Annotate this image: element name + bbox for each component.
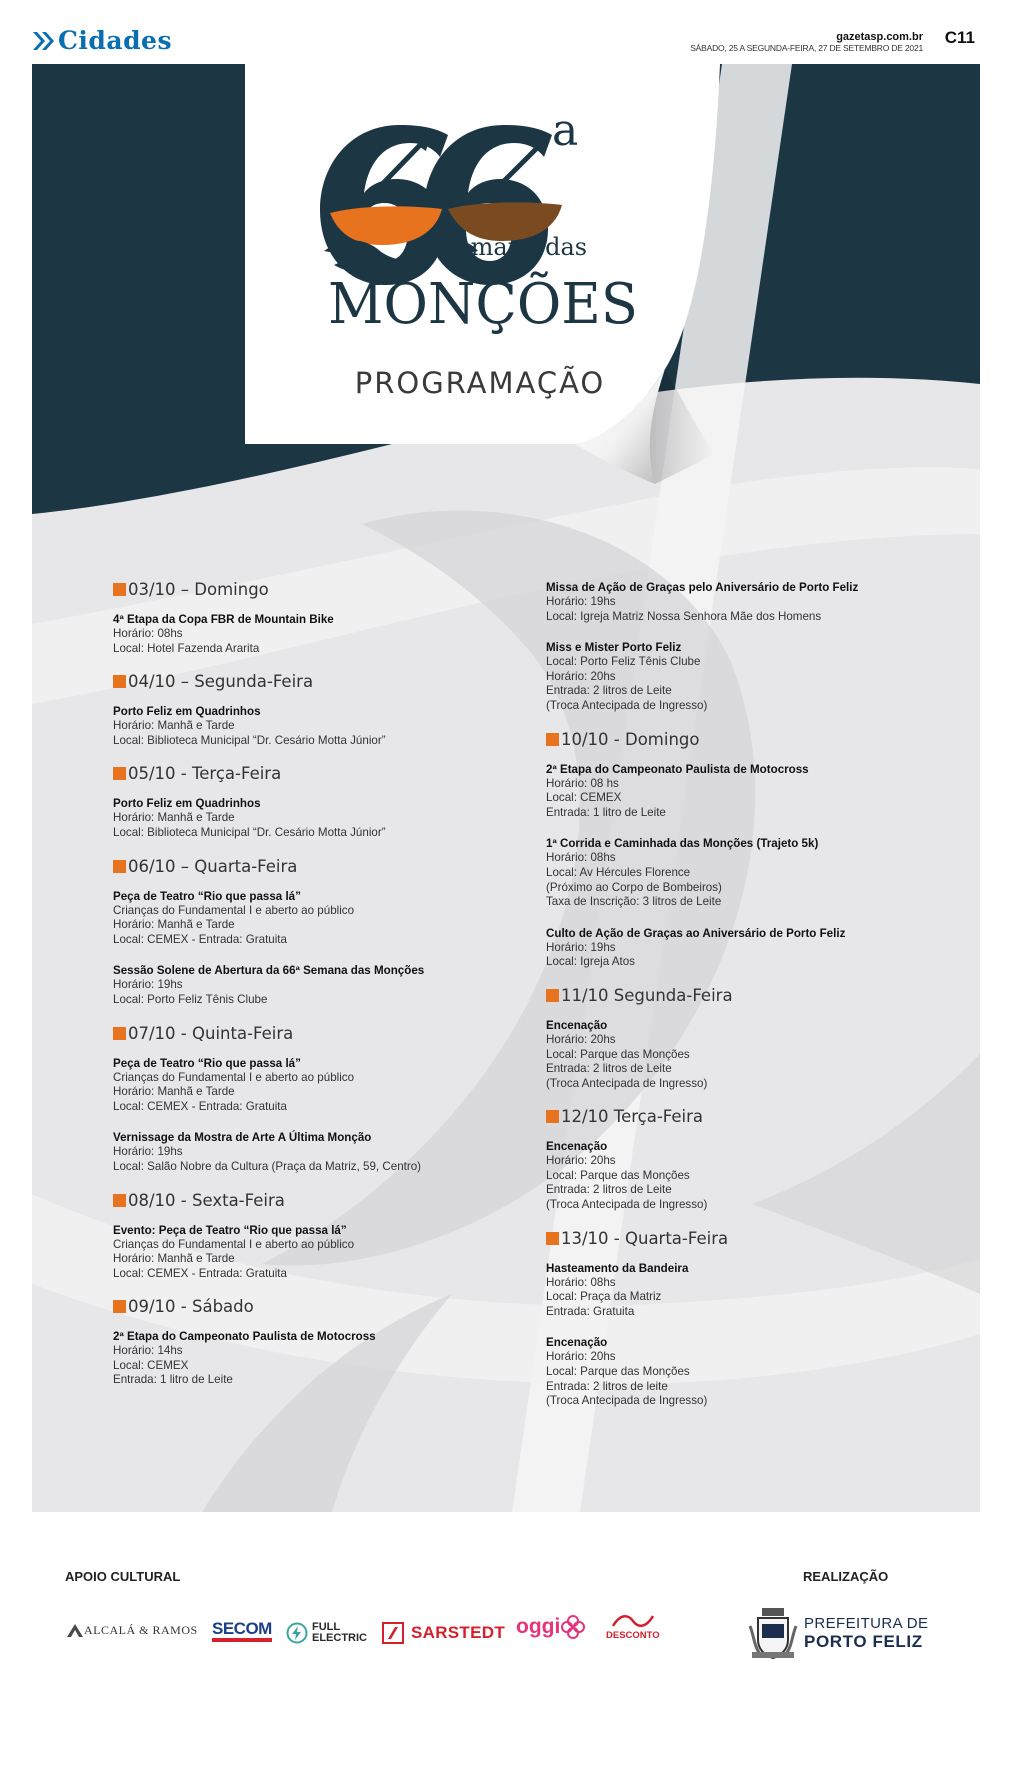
event-title: Hasteamento da Bandeira — [546, 1261, 689, 1275]
day-heading — [113, 857, 513, 876]
event-detail: Local: CEMEX — [113, 1358, 189, 1372]
day-label: 13/10 - Quarta-Feira — [561, 1228, 729, 1248]
event-detail: Horário: Manhã e Tarde — [113, 1085, 235, 1099]
event-title: 4ª Etapa da Copa FBR de Mountain Bike — [113, 613, 334, 626]
event-detail: Local: Igreja Matriz Nossa Senhora Mãe dos Homens — [546, 609, 822, 623]
event-detail: Crianças do Fundamental I e aberto ao público — [113, 1070, 355, 1084]
sponsor-sarstedt-name: SARSTEDT — [411, 1623, 506, 1642]
event-item — [113, 1056, 513, 1115]
event-detail: Horário: 20hs — [546, 1154, 616, 1168]
sponsor-full-electric-name — [312, 1622, 367, 1644]
day-label: 12/10 Terça-Feira — [561, 1107, 703, 1127]
issue-date: SÁBADO, 25 A SEGUNDA-FEIRA, 27 DE SETEMBRO DE 2021 — [690, 43, 923, 53]
event-item — [546, 580, 946, 624]
sponsor-secom-name: SECOM — [212, 1620, 272, 1642]
event-title: Culto de Ação de Graças ao Aniversário de Porto Feliz — [546, 926, 846, 940]
sponsor-alcala-ramos[interactable] — [66, 1622, 198, 1638]
schedule-day — [113, 1191, 513, 1282]
event-detail: Local: CEMEX - Entrada: Gratuita — [113, 1266, 287, 1280]
event-detail: (Troca Antecipada de Ingresso) — [546, 1394, 708, 1408]
day-label: 09/10 - Sábado — [128, 1297, 254, 1317]
event-detail: Horário: 19hs — [546, 595, 616, 608]
realizacao-label: REALIZAÇÃO — [803, 1569, 889, 1584]
event-item — [113, 704, 513, 748]
flower-icon — [560, 1614, 586, 1640]
event-detail: Local: CEMEX - Entrada: Gratuita — [113, 1099, 287, 1113]
lightning-icon — [286, 1622, 308, 1644]
event-title: Encenação — [546, 1140, 608, 1154]
semana-moncoes-logo — [320, 105, 650, 345]
section-tag[interactable] — [32, 26, 172, 55]
prefeitura-porto-feliz[interactable] — [748, 1606, 928, 1660]
event-title: Evento: Peça de Teatro “Rio que passa lá” — [113, 1223, 347, 1237]
day-label: 05/10 - Terça-Feira — [128, 764, 282, 784]
orange-square-icon — [113, 583, 126, 596]
coat-of-arms-icon — [748, 1606, 798, 1660]
event-detail: Horário: Manhã e Tarde — [113, 719, 235, 733]
event-title: Porto Feliz em Quadrinhos — [113, 705, 261, 719]
section-name: Cidades — [58, 26, 173, 55]
day-label: 03/10 – Domingo — [128, 580, 269, 599]
event-title: Encenação — [546, 1018, 608, 1032]
day-heading — [546, 986, 946, 1005]
event-title: Encenação — [546, 1336, 608, 1350]
event-item — [113, 889, 513, 948]
prefeitura-line2: PORTO FELIZ — [804, 1632, 923, 1651]
event-item — [546, 1261, 946, 1320]
orange-square-icon — [113, 767, 126, 780]
event-title: 2ª Etapa do Campeonato Paulista de Motocross — [113, 1330, 376, 1344]
schedule-left-column — [113, 580, 513, 1404]
sponsor-full-electric[interactable] — [286, 1622, 367, 1644]
event-detail: (Troca Antecipada de Ingresso) — [546, 1198, 708, 1212]
event-title: Peça de Teatro “Rio que passa lá” — [113, 889, 301, 903]
logo-edition: 66ª — [320, 105, 322, 106]
sponsor-desconto[interactable] — [606, 1612, 660, 1641]
schedule-day — [113, 580, 513, 656]
day-heading — [113, 1297, 513, 1316]
prefeitura-line1: PREFEITURA DE — [804, 1615, 929, 1632]
event-detail: Horário: 08hs — [546, 851, 616, 865]
event-detail: Taxa de Inscrição: 3 litros de Leite — [546, 895, 722, 909]
logo-name-line2: MONÇÕES — [328, 272, 649, 337]
event-detail: Crianças do Fundamental I e aberto ao público — [113, 1237, 355, 1251]
orange-square-icon — [113, 1194, 126, 1207]
sponsor-alcala-name: ALCALÁ & RAMOS — [84, 1622, 198, 1637]
day-label: 07/10 - Quinta-Feira — [128, 1023, 294, 1043]
schedule-day — [113, 1297, 513, 1388]
event-detail: Local: Praça da Matriz — [546, 1290, 662, 1304]
house-logo-icon — [66, 1622, 84, 1638]
event-detail: Local: Hotel Fazenda Ararita — [113, 641, 260, 655]
event-item — [546, 1018, 946, 1091]
event-item — [546, 1139, 946, 1212]
event-detail: Local: CEMEX - Entrada: Gratuita — [113, 932, 287, 946]
schedule-day — [546, 1107, 946, 1212]
event-detail: Local: CEMEX — [546, 791, 622, 805]
day-heading — [113, 1024, 513, 1043]
event-detail: Local: Parque das Monções — [546, 1047, 690, 1061]
event-detail: Horário: Manhã e Tarde — [113, 1252, 235, 1266]
apoio-cultural-label: APOIO CULTURAL — [65, 1569, 181, 1584]
schedule-day — [113, 857, 513, 1008]
page-number: C11 — [944, 28, 975, 47]
schedule-day — [546, 1229, 946, 1409]
event-detail: Local: Porto Feliz Tênis Clube — [546, 655, 701, 669]
program-title: PROGRAMAÇÃO — [354, 366, 606, 400]
orange-square-icon — [546, 1110, 559, 1123]
edition-superscript: a — [552, 105, 579, 156]
event-detail: Local: Biblioteca Municipal “Dr. Cesário Motta Júnior” — [113, 825, 386, 839]
event-detail: Horário: Manhã e Tarde — [113, 811, 235, 825]
event-detail: Entrada: 2 litros de Leite — [546, 1183, 672, 1197]
event-detail: Entrada: 2 litros de Leite — [546, 684, 672, 698]
event-detail: Horário: Manhã e Tarde — [113, 918, 235, 932]
sarstedt-logo-icon — [382, 1622, 404, 1644]
event-detail: Local: Biblioteca Municipal “Dr. Cesário Motta Júnior” — [113, 733, 386, 747]
event-detail: Horário: 19hs — [113, 978, 183, 992]
schedule-day — [113, 764, 513, 840]
event-detail: Local: Parque das Monções — [546, 1365, 690, 1379]
event-detail: Entrada: 1 litro de Leite — [113, 1373, 233, 1387]
sponsor-desconto-name: DESCONTO — [606, 1630, 660, 1641]
double-chevron-icon — [32, 30, 56, 52]
orange-square-icon — [546, 733, 559, 746]
schedule-day — [546, 986, 946, 1091]
event-item — [113, 1223, 513, 1282]
event-detail: Entrada: 2 litros de leite — [546, 1379, 668, 1393]
event-item — [113, 1130, 513, 1174]
orange-square-icon — [113, 1300, 126, 1313]
prefeitura-text — [804, 1615, 928, 1651]
event-detail: Horário: 08 hs — [546, 776, 619, 790]
schedule-day — [113, 672, 513, 748]
event-item — [113, 1329, 513, 1388]
day-heading — [546, 730, 946, 749]
event-title: Peça de Teatro “Rio que passa lá” — [113, 1056, 301, 1070]
event-title: 2ª Etapa do Campeonato Paulista de Motocross — [546, 762, 809, 776]
event-item — [113, 612, 513, 656]
event-title: Porto Feliz em Quadrinhos — [113, 797, 261, 811]
orange-square-icon — [113, 1027, 126, 1040]
event-detail: Local: Igreja Atos — [546, 955, 635, 969]
day-heading — [113, 580, 513, 599]
sponsor-oggi[interactable] — [516, 1614, 586, 1640]
event-detail: Horário: 08hs — [113, 627, 183, 640]
event-detail: Local: Porto Feliz Tênis Clube — [113, 992, 268, 1006]
event-detail: Entrada: 1 litro de Leite — [546, 805, 666, 819]
sponsor-oggi-name: oggi — [516, 1615, 561, 1638]
sponsor-secom[interactable] — [212, 1620, 272, 1642]
orange-square-icon — [113, 675, 126, 688]
schedule-day — [113, 1024, 513, 1175]
day-label: 06/10 – Quarta-Feira — [128, 856, 298, 876]
event-title: Vernissage da Mostra de Arte A Última Monção — [113, 1131, 372, 1145]
event-detail: Horário: 20hs — [546, 669, 616, 683]
event-detail: Horário: 20hs — [546, 1350, 616, 1364]
event-detail: Horário: 08hs — [546, 1275, 616, 1289]
event-title: Missa de Ação de Graças pelo Aniversário de Porto Feliz — [546, 581, 859, 594]
day-heading — [113, 672, 513, 691]
orange-square-icon — [546, 989, 559, 1002]
day-heading — [113, 1191, 513, 1210]
event-detail: Local: Salão Nobre da Cultura (Praça da Matriz, 59, Centro) — [113, 1159, 422, 1173]
orange-square-icon — [546, 1232, 559, 1245]
day-heading — [113, 764, 513, 783]
day-label: 11/10 Segunda-Feira — [561, 985, 733, 1005]
logo-name-line1: Semana das — [440, 233, 588, 261]
sponsor-full-line2: ELECTRIC — [312, 1632, 367, 1644]
sponsor-sarstedt[interactable] — [382, 1622, 505, 1644]
orange-square-icon — [113, 860, 126, 873]
schedule-day — [546, 580, 946, 714]
desconto-wave-icon — [610, 1612, 656, 1630]
schedule-right-column — [546, 580, 946, 1425]
event-detail: (Troca Antecipada de Ingresso) — [546, 1076, 708, 1090]
sponsor-full-line1: FULL — [312, 1621, 341, 1633]
event-detail: Entrada: Gratuita — [546, 1304, 635, 1318]
event-title: Miss e Mister Porto Feliz — [546, 641, 682, 655]
day-label: 08/10 - Sexta-Feira — [128, 1190, 285, 1210]
event-item — [546, 640, 946, 713]
day-label: 10/10 - Domingo — [561, 729, 700, 749]
event-item — [113, 796, 513, 840]
event-item — [546, 1335, 946, 1408]
event-detail: Horário: 20hs — [546, 1032, 616, 1046]
event-item — [546, 762, 946, 821]
event-item — [113, 963, 513, 1007]
event-detail: Horário: 19hs — [546, 940, 616, 954]
site-url[interactable]: gazetasp.com.br — [836, 31, 923, 43]
event-detail: Local: Parque das Monções — [546, 1168, 690, 1182]
masthead — [0, 0, 1011, 60]
day-label: 04/10 – Segunda-Feira — [128, 672, 314, 692]
event-item — [546, 926, 946, 970]
day-heading — [546, 1107, 946, 1126]
event-title: Sessão Solene de Abertura da 66ª Semana das Monções — [113, 964, 425, 978]
event-detail: (Troca Antecipada de Ingresso) — [546, 698, 708, 712]
day-heading — [546, 1229, 946, 1248]
event-detail: Entrada: 2 litros de Leite — [546, 1062, 672, 1076]
event-detail: Crianças do Fundamental I e aberto ao público — [113, 903, 355, 917]
event-item — [546, 836, 946, 909]
site-info — [690, 31, 923, 53]
event-detail: Local: Av Hércules Florence — [546, 865, 691, 879]
event-detail: Horário: 14hs — [113, 1344, 183, 1358]
event-detail: (Próximo ao Corpo de Bombeiros) — [546, 880, 722, 894]
schedule-day — [546, 730, 946, 970]
event-title: 1ª Corrida e Caminhada das Monções (Trajeto 5k) — [546, 837, 819, 851]
event-detail: Horário: 19hs — [113, 1145, 183, 1159]
